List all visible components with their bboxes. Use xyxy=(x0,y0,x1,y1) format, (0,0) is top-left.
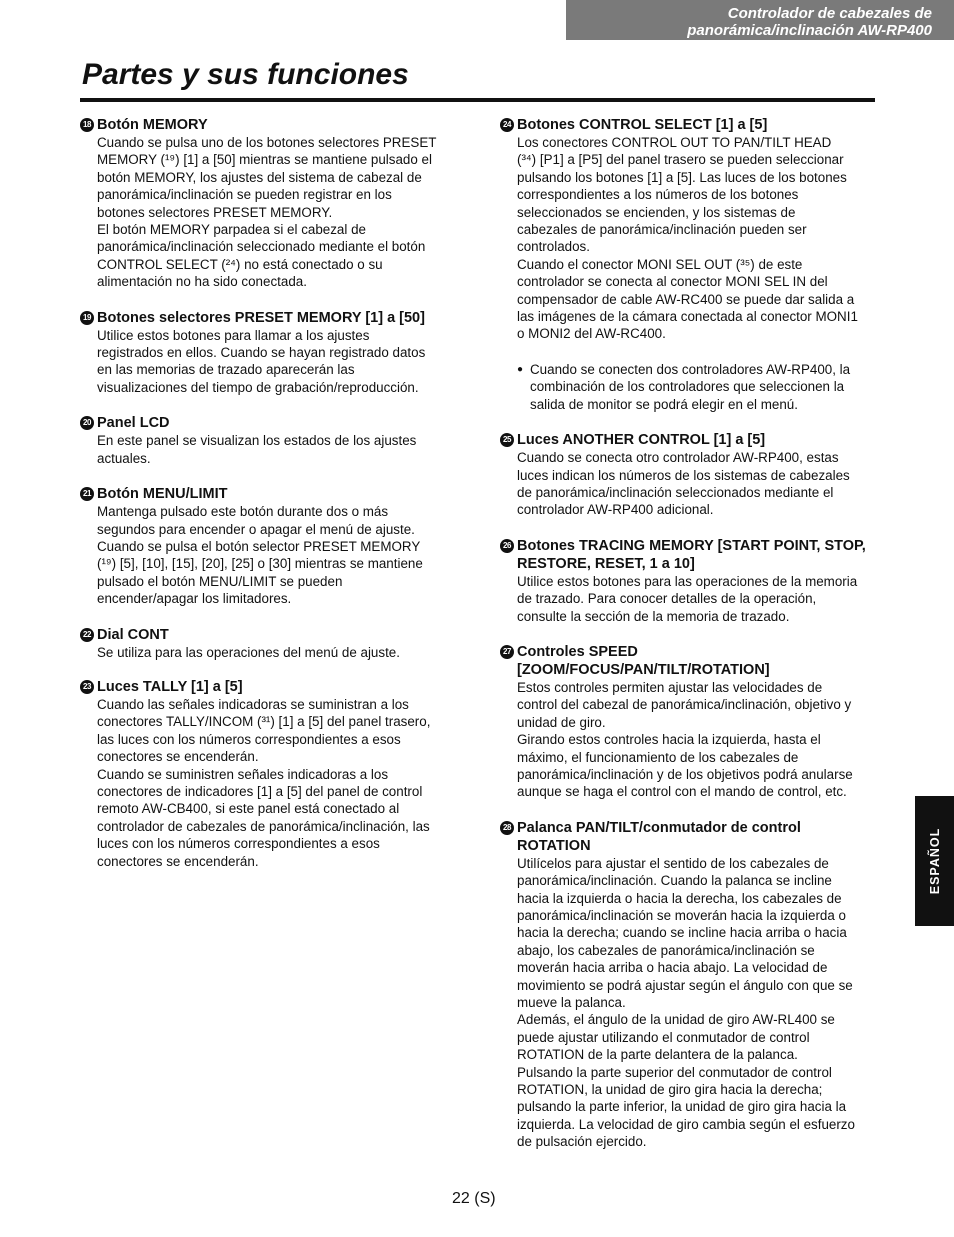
section-21 xyxy=(80,485,457,607)
section-27 xyxy=(500,643,877,801)
text-line: Utilice estos botones para las operaciones de la memoria xyxy=(517,573,858,589)
section-24 xyxy=(500,116,877,413)
text-line: Mantenga pulsado este botón durante dos o más xyxy=(97,504,389,520)
section-26 xyxy=(500,537,877,625)
item-number-badge: 25 xyxy=(500,433,514,447)
text-line: pulsando los botones [1] a [5]. Las luces de los botones xyxy=(517,169,847,185)
text-line: Utilícelos para ajustar el sentido de los cabezales de xyxy=(517,855,829,871)
section-23 xyxy=(80,678,457,870)
header-line-2: panorámica/inclinación AW-RP400 xyxy=(687,22,932,39)
text-line: en las memorias de trazado aparecerán las xyxy=(97,362,355,378)
text-line: seleccionados se encienden, y los sistemas de xyxy=(517,204,796,220)
section-heading xyxy=(500,643,877,679)
section-heading xyxy=(80,414,457,432)
section-text xyxy=(97,696,457,870)
text-line: luces con los números correspondientes a esos xyxy=(97,836,380,852)
bullet-dot: ● xyxy=(517,363,524,375)
section-title: Botón MENU/LIMIT xyxy=(97,486,228,503)
text-line: Se utiliza para las operaciones del menú de ajuste. xyxy=(97,644,400,660)
section-heading xyxy=(80,116,457,134)
text-line: Cuando las señales indicadoras se suministran a los xyxy=(97,696,409,712)
text-line: MEMORY (¹⁹) [1] a [50] mientras se mantiene pulsado el xyxy=(97,152,432,168)
text-line: aunque se haga el control con el mando de control, etc. xyxy=(517,784,847,800)
text-line: moverán hacia arriba o hacia abajo. La velocidad de xyxy=(517,960,828,976)
text-line: hacia la derecha; cuando se incline hacia arriba o hacia xyxy=(517,925,847,941)
section-heading xyxy=(80,485,457,503)
text-line: movimiento se podrá ajustar según el ángulo con que se xyxy=(517,977,853,993)
title-rule xyxy=(80,98,875,102)
item-number-badge: 23 xyxy=(80,680,94,694)
section-title: Botones selectores PRESET MEMORY [1] a [50] xyxy=(97,309,425,326)
item-number-badge: 19 xyxy=(80,311,94,325)
text-line: visualizaciones del tiempo de grabación/reproducción. xyxy=(97,379,419,395)
text-line: luces indican los números de los sistemas de cabezales xyxy=(517,467,850,483)
text-line: registrados en ellos. Cuando se hayan registrado datos xyxy=(97,345,426,361)
text-line: panorámica/inclinación y de los objetivos podrá anularse xyxy=(517,766,853,782)
text-line: abajo, los cabezales de panorámica/inclinación se xyxy=(517,942,815,958)
text-line: conectores se encenderán. xyxy=(97,749,259,765)
section-text xyxy=(97,134,457,291)
text-line: encender/apagar los limitadores. xyxy=(97,591,292,607)
item-number-badge: 26 xyxy=(500,539,514,553)
text-line: panorámica/inclinación se pueden registrar en los xyxy=(97,187,392,203)
section-20 xyxy=(80,414,457,467)
text-line: Pulsando la parte superior del conmutador de control xyxy=(517,1064,832,1080)
section-25 xyxy=(500,431,877,519)
text-line: unidad de giro. xyxy=(517,714,606,730)
section-text xyxy=(97,327,457,397)
text-line: las luces con los números correspondientes a esos xyxy=(97,731,401,747)
text-line: consulte la sección de la memoria de trazado. xyxy=(517,608,790,624)
text-line: máximo, el funcionamiento de los cabezales de xyxy=(517,749,799,765)
text-line: Cuando se suministren señales indicadoras a los xyxy=(97,766,389,782)
section-text xyxy=(517,573,877,625)
text-line: (¹⁹) [5], [10], [15], [20], [25] o [30] mientras se mantiene xyxy=(97,556,423,572)
item-number-badge: 28 xyxy=(500,821,514,835)
right-column xyxy=(500,116,877,1151)
item-number-badge: 27 xyxy=(500,645,514,659)
page-title: Partes y sus funciones xyxy=(82,58,409,91)
section-text xyxy=(97,432,457,467)
text-line: Estos controles permiten ajustar las velocidades de xyxy=(517,679,823,695)
language-tab xyxy=(915,796,954,926)
page-number: 22 (S) xyxy=(452,1190,496,1207)
section-text xyxy=(97,503,457,607)
text-line: Cuando se conecta otro controlador AW-RP400, estas xyxy=(517,450,839,466)
text-line: remoto AW-CB400, si este panel está conectado al xyxy=(97,801,400,817)
text-line: CONTROL SELECT (²⁴) no está conectado o su xyxy=(97,256,383,272)
text-line: controlador se conecta al conector MONI SEL IN del xyxy=(517,274,828,290)
item-number-badge: 20 xyxy=(80,416,94,430)
section-heading xyxy=(80,678,457,696)
text-line: Cuando se pulsa el botón selector PRESET MEMORY xyxy=(97,538,421,554)
text-line: salida de monitor se podrá elegir en el menú. xyxy=(530,396,798,412)
section-heading xyxy=(80,309,457,327)
text-line: Cuando el conector MONI SEL OUT (³⁵) de este xyxy=(517,256,803,272)
text-line: de panorámica/inclinación seleccionados mediante el xyxy=(517,484,834,500)
section-heading xyxy=(500,431,877,449)
text-line: o MONI2 del AW-RC400. xyxy=(517,326,666,342)
section-28 xyxy=(500,819,877,1151)
text-line: controlados. xyxy=(517,239,590,255)
text-line: izquierda. La velocidad de giro cambia según el esfuerzo xyxy=(517,1116,855,1132)
item-number-badge: 24 xyxy=(500,118,514,132)
text-line: ROTATION, la unidad de giro gira hacia la derecha; xyxy=(517,1082,823,1098)
section-title: Botón MEMORY xyxy=(97,117,208,133)
text-line: correspondientes a los números de los botones xyxy=(517,187,799,203)
bullet-text xyxy=(530,361,850,413)
section-heading xyxy=(500,537,877,573)
section-heading xyxy=(500,116,877,134)
section-text xyxy=(97,644,457,661)
text-line: puede ajustar utilizando el conmutador de control xyxy=(517,1029,810,1045)
text-line: panorámica/inclinación se moverán hacia la izquierda o xyxy=(517,908,846,923)
text-line: hacia la izquierda o hacia la derecha, los cabezales de xyxy=(517,890,842,906)
text-line: controlador AW-RP400 adicional. xyxy=(517,502,714,518)
section-heading xyxy=(500,819,877,855)
text-line: (³⁴) [P1] a [P5] del panel trasero se pueden seleccionar xyxy=(517,152,844,168)
section-18 xyxy=(80,116,457,291)
item-number-badge: 21 xyxy=(80,487,94,501)
text-line: actuales. xyxy=(97,450,151,466)
section-title: Botones TRACING MEMORY [START POINT, STOP, RESTORE, RESET, 1 a 10] xyxy=(517,537,866,572)
text-line: alimentación no ha sido conectada. xyxy=(97,274,307,290)
text-line: Utilice estos botones para llamar a los ajustes xyxy=(97,327,370,343)
section-text xyxy=(517,679,877,801)
text-line: compensador de cable AW-RC400 se puede dar salida a xyxy=(517,291,855,307)
section-text xyxy=(517,449,877,519)
text-line: Los conectores CONTROL OUT TO PAN/TILT HEAD xyxy=(517,135,832,150)
text-line: ROTATION de la parte delantera de la palanca. xyxy=(517,1047,798,1063)
bullet-note xyxy=(517,361,877,413)
header-line-1: Controlador de cabezales de xyxy=(727,5,932,22)
text-line: conectores TALLY/INCOM (³¹) [1] a [5] del panel trasero, xyxy=(97,714,431,730)
text-line: panorámica/inclinación. Cuando la palanca se incline xyxy=(517,873,832,889)
text-line: panorámica/inclinación seleccionado mediante el botón xyxy=(97,239,426,255)
language-tab-label: ESPAÑOL xyxy=(927,827,942,895)
section-heading xyxy=(80,626,457,644)
section-title: Dial CONT xyxy=(97,626,169,643)
text-line: pulsando la parte inferior, la unidad de giro gira hacia la xyxy=(517,1099,847,1115)
section-22 xyxy=(80,626,457,661)
section-title: Panel LCD xyxy=(97,415,170,432)
section-title: Controles SPEED [ZOOM/FOCUS/PAN/TILT/ROTATION] xyxy=(517,643,770,678)
text-line: Cuando se conecten dos controladores AW-RP400, la xyxy=(530,361,851,377)
section-19 xyxy=(80,309,457,397)
text-line: segundos para encender o apagar el menú de ajuste. xyxy=(97,521,415,537)
text-line: botón MEMORY, los ajustes del sistema de cabezal de xyxy=(97,169,422,185)
text-line: las imágenes de la cámara conectada al conector MONI1 xyxy=(517,309,858,325)
text-line: de pulsación ejercido. xyxy=(517,1134,647,1150)
text-line: conectores se encenderán. xyxy=(97,853,259,869)
text-line: botones selectores PRESET MEMORY. xyxy=(97,204,333,220)
section-title: Luces ANOTHER CONTROL [1] a [5] xyxy=(517,432,766,449)
text-line: conectores de indicadores [1] a [5] del panel de control xyxy=(97,783,423,799)
text-line: de trazado. Para conocer detalles de la operación, xyxy=(517,591,817,607)
text-line: combinación de los controladores que seleccionen la xyxy=(530,379,845,395)
header-band xyxy=(566,0,954,40)
section-text xyxy=(517,855,877,1151)
text-line: controlador de cabezales de panorámica/inclinación, las xyxy=(97,818,430,834)
text-line: En este panel se visualizan los estados de los ajustes xyxy=(97,433,417,449)
section-title: Palanca PAN/TILT/conmutador de control ROTATION xyxy=(517,819,801,854)
text-line: El botón MEMORY parpadea si el cabezal de xyxy=(97,222,366,238)
left-column xyxy=(80,116,457,870)
text-line: Cuando se pulsa uno de los botones selectores PRESET xyxy=(97,135,437,150)
section-title: Botones CONTROL SELECT [1] a [5] xyxy=(517,117,768,133)
text-line: Girando estos controles hacia la izquierda, hasta el xyxy=(517,732,821,748)
section-text xyxy=(517,134,877,343)
text-line: mueve la palanca. xyxy=(517,995,626,1011)
item-number-badge: 18 xyxy=(80,118,94,132)
item-number-badge: 22 xyxy=(80,628,94,642)
text-line: control del cabezal de panorámica/inclinación, objetivo y xyxy=(517,697,852,713)
text-line: Además, el ángulo de la unidad de giro AW-RL400 se xyxy=(517,1012,835,1028)
text-line: cabezales de panorámica/inclinación pueden ser xyxy=(517,222,807,238)
text-line: pulsado el botón MENU/LIMIT se pueden xyxy=(97,573,343,589)
section-title: Luces TALLY [1] a [5] xyxy=(97,678,243,695)
